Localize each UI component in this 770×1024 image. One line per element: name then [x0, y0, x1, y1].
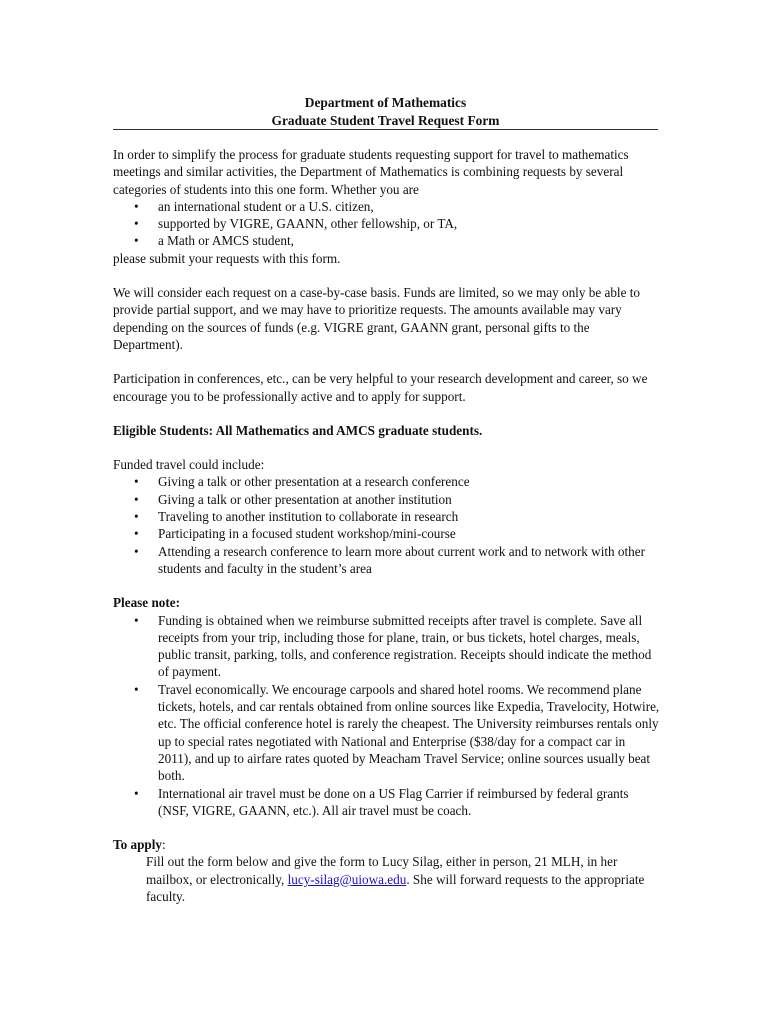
funded-travel-lead: Funded travel could include: [113, 457, 265, 473]
bullet-icon: • [134, 491, 139, 507]
to-apply-heading: To apply [113, 837, 162, 853]
list-item: • Participating in a focused student workshop/mini-course [134, 526, 456, 542]
list-item: • Traveling to another institution to collaborate in research [134, 509, 459, 525]
funded-travel-list [113, 473, 661, 577]
bullet-icon: • [134, 543, 139, 559]
list-item: • a Math or AMCS student, [134, 233, 294, 249]
please-note-list [113, 612, 661, 820]
list-item: • Travel economically. We encourage carpools and shared hotel rooms. We recommend plane tickets, hotels, and car rentals obtained from online sources like Expedia, Travelocity, Hotwire, etc. The official conference hotel is rarely the cheapest. The University reimburses rentals only up to special rates negotiated with National and Enterprise ($38/day for a compact car in 2011), and up to airfare rates quoted by Meacham Travel Service; online sources usually beat both. [134, 681, 660, 784]
intro-closing: please submit your requests with this form. [113, 250, 341, 266]
participation-paragraph: Participation in conferences, etc., can be very helpful to your research development and career, so we encourage you to be professionally active and to apply for support. [113, 371, 648, 404]
please-note-heading: Please note: [113, 595, 181, 611]
list-item: • Attending a research conference to learn more about current work and to network with other students and faculty in the student’s area [134, 543, 646, 576]
consideration-paragraph: We will consider each request on a case-by-case basis. Funds are limited, so we may only be able to provide partial support, and we may have to prioritize requests. The amounts available may vary depending on the sources of funds (e.g. VIGRE grant, GAANN grant, personal gifts to the Department). [113, 285, 641, 352]
to-apply-paragraph: Fill out the form below and give the form to Lucy Silag, either in person, 21 MLH, in her mailbox, or electronically, lucy-silag@uiowa.edu. She will forward requests to the appropriate faculty. [146, 854, 645, 904]
bullet-icon: • [134, 474, 139, 490]
bullet-icon: • [134, 216, 139, 232]
to-apply-heading-line: To apply: [113, 837, 166, 853]
list-item: • International air travel must be done on a US Flag Carrier if reimbursed by federal grants (NSF, VIGRE, GAANN, etc.). All air travel must be coach. [134, 785, 629, 818]
bullet-icon: • [134, 612, 139, 628]
bullet-icon: • [134, 681, 139, 697]
document-body [113, 146, 661, 905]
document-header [113, 94, 658, 130]
bullet-icon: • [134, 785, 139, 801]
header-divider [113, 129, 658, 130]
bullet-icon: • [134, 198, 139, 214]
list-item: • Giving a talk or other presentation at a research conference [134, 474, 470, 490]
bullet-icon: • [134, 509, 139, 525]
intro-bullet-list [113, 198, 661, 250]
list-item: • an international student or a U.S. citizen, [134, 198, 374, 214]
email-link[interactable]: lucy-silag@uiowa.edu [287, 871, 407, 887]
eligible-students-heading: Eligible Students: All Mathematics and AMCS graduate students. [113, 422, 483, 438]
bullet-icon: • [134, 233, 139, 249]
list-item: • Funding is obtained when we reimburse submitted receipts after travel is complete. Save all receipts from your trip, including those for plane, train, or bus tickets, hotel charges, meals, public transit, parking, tolls, and conference registration. Receipts should indicate the method of payment. [134, 612, 652, 680]
bullet-icon: • [134, 526, 139, 542]
list-item: • Giving a talk or other presentation at another institution [134, 491, 452, 507]
department-name: Department of Mathematics [304, 95, 467, 110]
form-title: Graduate Student Travel Request Form [271, 113, 500, 128]
intro-paragraph: In order to simplify the process for graduate students requesting support for travel to mathematics meetings and similar activities, the Department of Mathematics is combining requests by several categories of students into this one form. Whether you are [113, 147, 629, 197]
list-item: • supported by VIGRE, GAANN, other fellowship, or TA, [134, 216, 458, 232]
